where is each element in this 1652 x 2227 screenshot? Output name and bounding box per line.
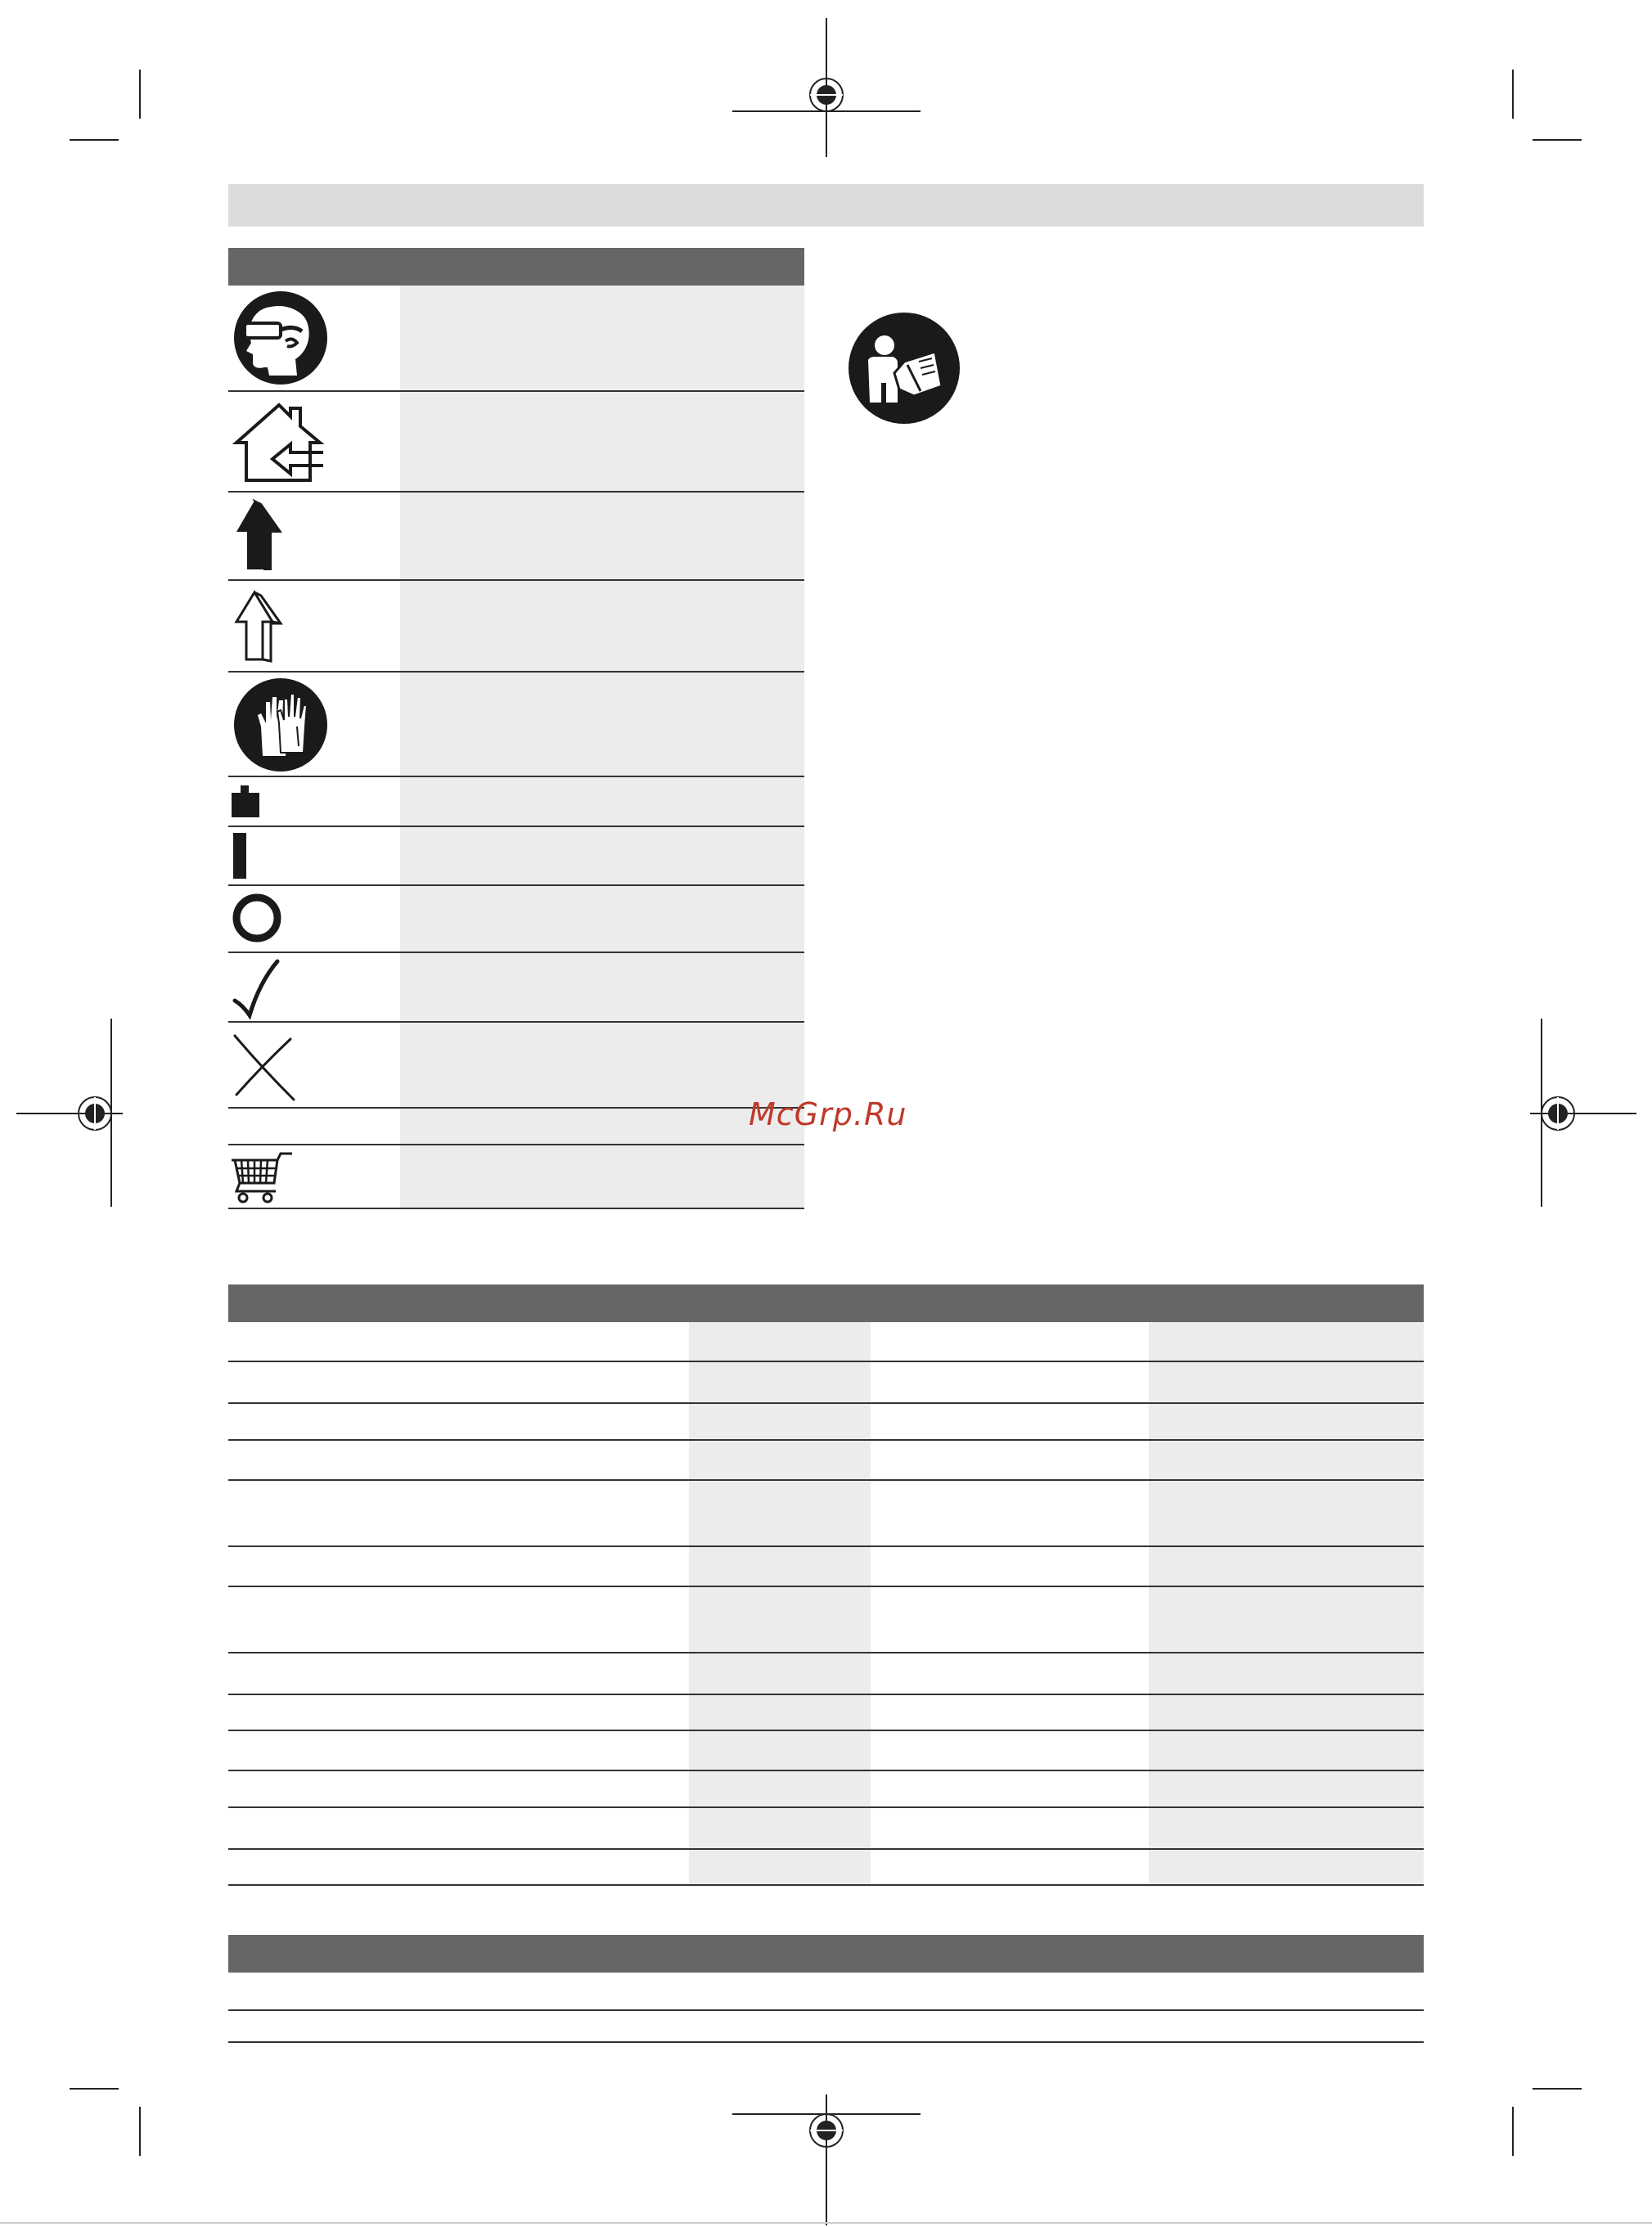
registration-mark-icon	[732, 18, 921, 157]
symbol-description	[400, 1023, 804, 1107]
table-cell	[689, 1481, 871, 1545]
read-manual-icon	[847, 311, 961, 425]
table-cell	[689, 1441, 871, 1479]
cross-icon	[230, 1029, 304, 1103]
symbol-cell	[228, 1109, 400, 1144]
table-cell	[689, 1547, 871, 1586]
registration-mark-icon	[732, 2094, 921, 2225]
symbol-cell	[228, 493, 400, 579]
table-cell	[689, 1808, 871, 1848]
bottom-table-header	[228, 1935, 1424, 1973]
technical-data-header	[228, 1284, 1424, 1322]
symbol-table	[228, 286, 804, 1209]
symbol-description	[400, 1145, 804, 1208]
symbol-cell	[228, 286, 400, 390]
table-row	[228, 1404, 1424, 1441]
crop-mark	[70, 139, 119, 141]
symbol-row	[228, 493, 804, 581]
crop-mark	[139, 70, 141, 119]
filled-arrow-up-icon	[233, 499, 290, 573]
registration-mark-icon	[16, 1019, 123, 1207]
safety-goggles-icon	[232, 289, 330, 387]
crop-mark	[1533, 139, 1582, 141]
symbol-description	[400, 1109, 804, 1144]
symbol-description	[400, 286, 804, 390]
symbol-row	[228, 827, 804, 886]
symbol-row	[228, 886, 804, 953]
table-cell	[689, 1731, 871, 1770]
table-row	[228, 1362, 1424, 1404]
table-row	[228, 1850, 1424, 1886]
table-row	[228, 1322, 1424, 1362]
table-cell	[1149, 1771, 1424, 1806]
table-cell	[1149, 1731, 1424, 1770]
symbol-row	[228, 1023, 804, 1109]
symbol-table-header	[228, 248, 804, 286]
table-cell	[689, 1653, 871, 1694]
table-row	[228, 1481, 1424, 1547]
symbol-description	[400, 673, 804, 776]
checkmark-icon	[232, 958, 289, 1020]
table-row	[228, 1808, 1424, 1850]
table-cell	[1149, 1653, 1424, 1694]
table-row	[228, 1731, 1424, 1771]
technical-data-table	[228, 1322, 1424, 1886]
symbol-row	[228, 673, 804, 777]
bar-icon	[232, 831, 251, 882]
symbol-row	[228, 953, 804, 1023]
symbol-description	[400, 827, 804, 884]
symbol-cell	[228, 953, 400, 1021]
symbol-cell	[228, 1023, 400, 1107]
table-cell	[689, 1322, 871, 1361]
registration-mark-icon	[1530, 1019, 1636, 1207]
table-row	[228, 1771, 1424, 1808]
symbol-cell	[228, 1145, 400, 1208]
page-trim-line	[0, 2222, 1652, 2224]
symbol-row	[228, 581, 804, 673]
table-cell	[1149, 1587, 1424, 1652]
crop-mark	[70, 2088, 119, 2090]
ring-icon	[230, 891, 287, 948]
table-cell	[689, 1850, 871, 1884]
weight-icon	[230, 784, 263, 820]
crop-mark	[1512, 2107, 1514, 2156]
watermark: McGrp.Ru	[749, 1096, 907, 1132]
symbol-description	[400, 777, 804, 826]
table-cell	[689, 1587, 871, 1652]
symbol-row	[228, 1109, 804, 1145]
table-cell	[1149, 1481, 1424, 1545]
symbol-description	[400, 493, 804, 579]
symbol-cell	[228, 886, 400, 952]
page-header-band	[228, 184, 1424, 227]
symbol-row	[228, 1145, 804, 1209]
symbol-cell	[228, 581, 400, 671]
table-cell	[1149, 1808, 1424, 1848]
table-cell	[689, 1404, 871, 1439]
table-cell	[1149, 1547, 1424, 1586]
symbol-description	[400, 953, 804, 1021]
table-row-divider	[228, 2041, 1424, 2043]
table-row	[228, 1653, 1424, 1695]
table-cell	[689, 1695, 871, 1730]
table-cell	[1149, 1850, 1424, 1884]
table-cell	[1149, 1404, 1424, 1439]
shopping-cart-icon	[230, 1150, 295, 1204]
table-cell	[1149, 1362, 1424, 1402]
symbol-description	[400, 581, 804, 671]
symbol-row	[228, 286, 804, 392]
table-cell	[1149, 1322, 1424, 1361]
symbol-description	[400, 886, 804, 952]
table-cell	[1149, 1441, 1424, 1479]
table-row	[228, 1587, 1424, 1653]
crop-mark	[1512, 70, 1514, 119]
table-cell	[689, 1771, 871, 1806]
protective-gloves-icon	[232, 676, 330, 774]
table-cell	[1149, 1695, 1424, 1730]
symbol-cell	[228, 827, 400, 884]
table-row-divider	[228, 2009, 1424, 2011]
table-row	[228, 1547, 1424, 1587]
table-row	[228, 1441, 1424, 1481]
outline-arrow-up-icon	[233, 589, 290, 663]
symbol-row	[228, 777, 804, 827]
table-cell	[689, 1362, 871, 1402]
symbol-description	[400, 392, 804, 491]
crop-mark	[1533, 2088, 1582, 2090]
symbol-cell	[228, 392, 400, 491]
symbol-cell	[228, 673, 400, 776]
symbol-cell	[228, 777, 400, 826]
symbol-row	[228, 392, 804, 493]
crop-mark	[139, 2107, 141, 2156]
table-row	[228, 1695, 1424, 1731]
indoor-use-icon	[232, 398, 330, 488]
